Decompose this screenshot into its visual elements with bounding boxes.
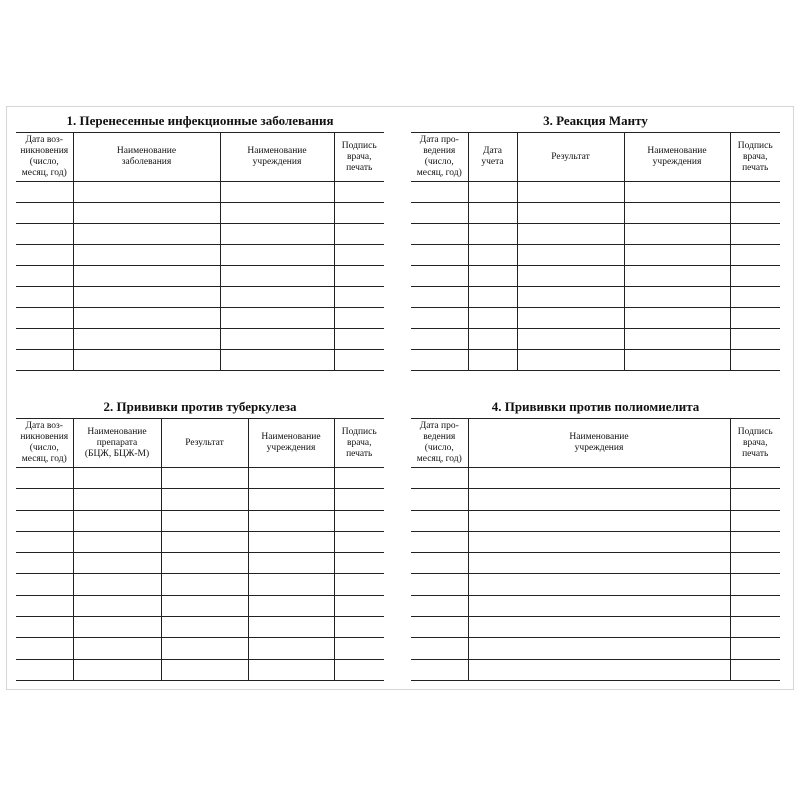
entry-cell[interactable] [624,182,730,203]
entry-cell[interactable] [624,245,730,266]
entry-cell[interactable] [468,266,517,287]
entry-cell[interactable] [334,617,384,638]
entry-cell[interactable] [730,489,780,510]
entry-cell[interactable] [16,595,73,616]
entry-cell[interactable] [334,489,384,510]
entry-cell[interactable] [468,182,517,203]
entry-cell[interactable] [517,308,624,329]
table-row [16,489,384,510]
header-row [411,419,780,468]
table-row [16,468,384,489]
entry-cell[interactable] [730,182,780,203]
table-row [16,329,384,350]
entry-cell[interactable] [73,350,220,371]
entry-cell[interactable] [730,287,780,308]
table-row [411,638,780,659]
entry-cell[interactable] [411,245,468,266]
entry-cell[interactable] [730,224,780,245]
entry-cell[interactable] [517,224,624,245]
entry-cell[interactable] [411,329,468,350]
column-header: Дата про- ведения (число, месяц, год) [411,133,468,182]
entry-cell[interactable] [73,203,220,224]
entry-cell[interactable] [334,510,384,531]
entry-cell[interactable] [220,224,334,245]
table-row [411,329,780,350]
column-header: Наименование учреждения [624,133,730,182]
entry-cell[interactable] [411,308,468,329]
entry-cell[interactable] [73,287,220,308]
table-row [411,287,780,308]
entry-cell[interactable] [624,350,730,371]
polio-vaccinations-table [411,418,780,681]
column-header: Наименование препарата (БЦЖ, БЦЖ-М) [73,419,161,468]
entry-cell[interactable] [468,531,730,552]
table-row [411,659,780,680]
entry-cell[interactable] [73,308,220,329]
entry-cell[interactable] [248,553,334,574]
entry-cell[interactable] [73,531,161,552]
entry-cell[interactable] [468,617,730,638]
section-polio-vaccinations [411,396,780,681]
entry-cell[interactable] [220,329,334,350]
entry-cell[interactable] [468,308,517,329]
entry-cell[interactable] [411,224,468,245]
table-row [16,553,384,574]
header-row [16,133,384,182]
column-header: Наименование учреждения [220,133,334,182]
table-row [16,224,384,245]
table-row [16,659,384,680]
entry-cell[interactable] [248,638,334,659]
entry-cell[interactable] [468,574,730,595]
entry-cell[interactable] [517,266,624,287]
table-row [411,595,780,616]
entry-cell[interactable] [334,595,384,616]
entry-cell[interactable] [334,245,384,266]
entry-cell[interactable] [16,617,73,638]
entry-cell[interactable] [161,468,248,489]
entry-cell[interactable] [334,224,384,245]
table-row [411,182,780,203]
section-title: 1. Перенесенные инфекционные заболевания [66,113,334,128]
entry-cell[interactable] [624,308,730,329]
entry-cell[interactable] [468,245,517,266]
entry-cell[interactable] [73,659,161,680]
entry-cell[interactable] [161,638,248,659]
entry-cell[interactable] [624,266,730,287]
entry-cell[interactable] [624,329,730,350]
entry-cell[interactable] [411,574,468,595]
entry-cell[interactable] [73,617,161,638]
infectious-diseases-table [16,132,384,371]
entry-cell[interactable] [334,468,384,489]
entry-cell[interactable] [517,245,624,266]
section-title: 4. Прививки против полиомиелита [491,399,700,414]
entry-cell[interactable] [624,224,730,245]
entry-cell[interactable] [730,308,780,329]
entry-cell[interactable] [73,468,161,489]
entry-cell[interactable] [16,245,73,266]
entry-cell[interactable] [73,224,220,245]
entry-cell[interactable] [334,638,384,659]
entry-cell[interactable] [730,553,780,574]
column-header: Подпись врача, печать [730,133,780,182]
entry-cell[interactable] [468,468,730,489]
entry-cell[interactable] [334,266,384,287]
table-row [411,203,780,224]
entry-cell[interactable] [73,510,161,531]
column-header: Дата про- ведения (число, месяц, год) [411,419,468,468]
table-row [411,350,780,371]
mantoux-reaction-table [411,132,780,371]
entry-cell[interactable] [517,182,624,203]
entry-cell[interactable] [220,182,334,203]
table-row [16,203,384,224]
entry-cell[interactable] [16,350,73,371]
entry-cell[interactable] [334,574,384,595]
column-header: Дата учета [468,133,517,182]
entry-cell[interactable] [73,182,220,203]
entry-cell[interactable] [16,553,73,574]
section-infectious-diseases [16,110,384,371]
entry-cell[interactable] [468,510,730,531]
entry-cell[interactable] [248,510,334,531]
entry-cell[interactable] [220,203,334,224]
entry-cell[interactable] [161,531,248,552]
table-row [411,266,780,287]
entry-cell[interactable] [468,553,730,574]
entry-cell[interactable] [730,329,780,350]
table-row [411,510,780,531]
table-row [411,308,780,329]
entry-cell[interactable] [16,531,73,552]
entry-cell[interactable] [730,266,780,287]
table-row [411,574,780,595]
entry-cell[interactable] [730,574,780,595]
table-row [16,574,384,595]
entry-cell[interactable] [411,350,468,371]
entry-cell[interactable] [334,659,384,680]
table-row [16,245,384,266]
entry-cell[interactable] [411,489,468,510]
entry-cell[interactable] [220,245,334,266]
entry-cell[interactable] [16,224,73,245]
table-row [16,266,384,287]
entry-cell[interactable] [730,468,780,489]
entry-cell[interactable] [334,287,384,308]
column-header: Подпись врача, печать [334,419,384,468]
header-row [16,419,384,468]
table-row [16,638,384,659]
entry-cell[interactable] [411,468,468,489]
entry-cell[interactable] [411,266,468,287]
entry-cell[interactable] [411,553,468,574]
entry-cell[interactable] [468,659,730,680]
entry-cell[interactable] [730,245,780,266]
entry-cell[interactable] [730,617,780,638]
table-row [16,510,384,531]
table-row [411,617,780,638]
column-header: Наименование учреждения [248,419,334,468]
entry-cell[interactable] [16,638,73,659]
entry-cell[interactable] [517,203,624,224]
entry-cell[interactable] [411,531,468,552]
entry-cell[interactable] [16,574,73,595]
entry-cell[interactable] [468,638,730,659]
entry-cell[interactable] [730,510,780,531]
table-row [411,531,780,552]
entry-cell[interactable] [73,489,161,510]
column-header: Результат [517,133,624,182]
entry-cell[interactable] [73,245,220,266]
column-header: Результат [161,419,248,468]
entry-cell[interactable] [517,350,624,371]
entry-cell[interactable] [334,531,384,552]
column-header: Наименование учреждения [468,419,730,468]
section-tuberculosis-vaccinations [16,396,384,681]
entry-cell[interactable] [334,182,384,203]
entry-cell[interactable] [16,266,73,287]
table-row [16,617,384,638]
entry-cell[interactable] [411,617,468,638]
table-row [411,224,780,245]
entry-cell[interactable] [161,595,248,616]
table-row [16,531,384,552]
entry-cell[interactable] [411,287,468,308]
entry-cell[interactable] [730,203,780,224]
entry-cell[interactable] [517,329,624,350]
table-row [411,553,780,574]
entry-cell[interactable] [334,350,384,371]
entry-cell[interactable] [624,287,730,308]
entry-cell[interactable] [16,468,73,489]
entry-cell[interactable] [334,329,384,350]
entry-cell[interactable] [161,510,248,531]
entry-cell[interactable] [73,329,220,350]
entry-cell[interactable] [16,203,73,224]
entry-cell[interactable] [730,531,780,552]
entry-cell[interactable] [411,595,468,616]
entry-cell[interactable] [248,659,334,680]
column-header: Наименование заболевания [73,133,220,182]
section-title: 3. Реакция Манту [543,113,648,128]
entry-cell[interactable] [16,182,73,203]
entry-cell[interactable] [73,595,161,616]
entry-cell[interactable] [517,287,624,308]
column-header: Подпись врача, печать [334,133,384,182]
entry-cell[interactable] [248,574,334,595]
entry-cell[interactable] [468,329,517,350]
entry-cell[interactable] [248,595,334,616]
entry-cell[interactable] [220,350,334,371]
entry-cell[interactable] [16,287,73,308]
table-row [16,287,384,308]
entry-cell[interactable] [468,595,730,616]
table-row [411,489,780,510]
entry-cell[interactable] [334,553,384,574]
entry-cell[interactable] [16,659,73,680]
entry-cell[interactable] [161,617,248,638]
table-row [411,468,780,489]
section-mantoux-reaction [411,110,780,371]
entry-cell[interactable] [161,489,248,510]
header-row [411,133,780,182]
table-row [16,182,384,203]
tuberculosis-vaccinations-table [16,418,384,681]
entry-cell[interactable] [16,308,73,329]
entry-cell[interactable] [730,638,780,659]
entry-cell[interactable] [411,659,468,680]
entry-cell[interactable] [468,489,730,510]
entry-cell[interactable] [73,574,161,595]
entry-cell[interactable] [161,553,248,574]
entry-cell[interactable] [16,489,73,510]
column-header: Дата воз- никновения (число, месяц, год) [16,419,73,468]
entry-cell[interactable] [468,287,517,308]
entry-cell[interactable] [730,659,780,680]
entry-cell[interactable] [16,329,73,350]
entry-cell[interactable] [411,638,468,659]
entry-cell[interactable] [220,308,334,329]
entry-cell[interactable] [624,203,730,224]
entry-cell[interactable] [73,553,161,574]
entry-cell[interactable] [468,224,517,245]
entry-cell[interactable] [16,510,73,531]
entry-cell[interactable] [248,617,334,638]
table-row [16,595,384,616]
entry-cell[interactable] [468,350,517,371]
entry-cell[interactable] [248,489,334,510]
entry-cell[interactable] [220,287,334,308]
table-row [16,350,384,371]
entry-cell[interactable] [248,468,334,489]
entry-cell[interactable] [334,308,384,329]
entry-cell[interactable] [730,595,780,616]
table-row [411,245,780,266]
entry-cell[interactable] [468,203,517,224]
entry-cell[interactable] [161,659,248,680]
column-header: Дата воз- никновения (число, месяц, год) [16,133,73,182]
section-title: 2. Прививки против туберкулеза [103,399,297,414]
entry-cell[interactable] [730,350,780,371]
entry-cell[interactable] [411,510,468,531]
entry-cell[interactable] [161,574,248,595]
entry-cell[interactable] [411,203,468,224]
entry-cell[interactable] [411,182,468,203]
entry-cell[interactable] [334,203,384,224]
entry-cell[interactable] [73,266,220,287]
entry-cell[interactable] [220,266,334,287]
table-row [16,308,384,329]
entry-cell[interactable] [73,638,161,659]
column-header: Подпись врача, печать [730,419,780,468]
entry-cell[interactable] [248,531,334,552]
